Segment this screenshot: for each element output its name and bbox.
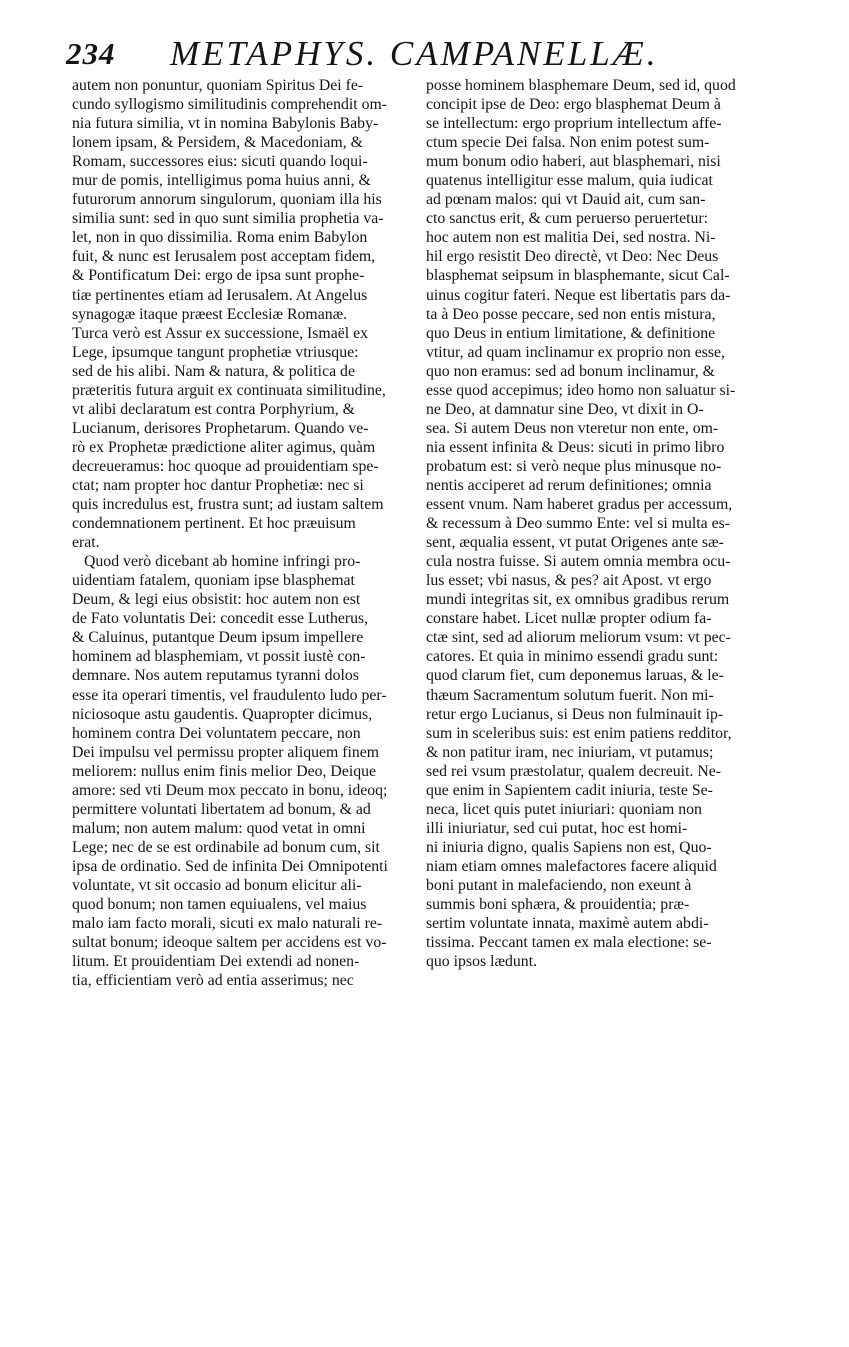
text-line: malo iam facto morali, sicuti ex malo naturali re- [72, 915, 383, 933]
text-line: quo non eramus: sed ad bonum inclinamur, & [426, 362, 715, 380]
text-line: tissima. Peccant tamen ex mala electione: se- [426, 934, 712, 952]
text-line: sent, æqualia essent, vt putat Origenes ante sæ- [426, 534, 724, 552]
text-line: litum. Et prouidentiam Dei extendi ad nonen- [72, 953, 360, 971]
page-number: 234 [66, 36, 116, 71]
text-line: mundi integritas sit, ex omnibus gradibus rerum [426, 591, 730, 609]
text-line: cula nostra fuisse. Si autem omnia membra ocu- [426, 553, 731, 571]
text-line: constare habet. Licet nullæ propter odium fa- [426, 610, 712, 628]
text-line: Lucianum, derisores Prophetarum. Quando ve- [72, 419, 369, 437]
text-line: tiæ pertinentes etiam ad Ierusalem. At Angelus [72, 286, 368, 304]
running-title: METAPHYS. CAMPANELLÆ. [170, 34, 659, 73]
text-line: tia, efficientiam verò ad entia asserimus; nec [72, 972, 354, 990]
text-line: hominem ad blasphemiam, vt possit iustè con- [72, 648, 366, 666]
text-line: cto sanctus erit, & cum peruerso peruertetur: [426, 210, 709, 228]
text-line: retur ergo Lucianus, si Deus non fulminauit ip- [426, 705, 724, 723]
text-line: lus esset; vbi nasus, & pes? ait Apost. vt ergo [426, 572, 712, 590]
text-line: quod clarum fiet, cum deponemus laruas, & le- [426, 667, 724, 685]
text-line: futurorum annorum singulorum, quoniam illa his [72, 191, 382, 209]
text-line: let, non in quo dissimilia. Roma enim Babylon [72, 229, 368, 247]
text-line: boni putant in malefaciendo, non exeunt à [426, 876, 692, 894]
text-line: sed rei vsum præstolatur, qualem decreuit. Ne- [426, 762, 722, 780]
text-line: ne Deo, at damnatur sine Deo, vt dixit in O- [426, 400, 704, 418]
text-line: que enim in Sapientem cadit iniuria, teste Se- [426, 781, 713, 799]
text-line: illi iniuriatur, sed cui putat, hoc est homi- [426, 819, 688, 837]
text-line: thæum Sacramentum solutum fuerit. Non mi- [426, 686, 714, 704]
text-line: quo ipsos lædunt. [426, 953, 538, 971]
text-line: Lege; nec de se est ordinabile ad bonum cum, sit [72, 838, 380, 856]
text-line: meliorem: nullus enim finis melior Deo, Deique [72, 762, 377, 780]
text-line: uidentiam fatalem, quoniam ipse blasphemat [72, 572, 355, 590]
text-line: uinus cogitur fateri. Neque est libertatis pars da- [426, 286, 731, 304]
text-line: Turca verò est Assur ex successione, Ismaël ex [72, 324, 368, 342]
text-line: blasphemat seipsum in blasphemante, sicut Cal- [426, 267, 730, 285]
text-line: demnare. Nos autem reputamus tyranni dolos [72, 667, 359, 685]
text-line: quatenus intelligitur esse malum, quia iudicat [426, 172, 713, 190]
text-line: mum bonum odio haberi, aut blasphemari, nisi [426, 153, 721, 171]
text-line: vt alibi declaratum est contra Porphyrium, & [72, 400, 355, 418]
text-line: ctæ sint, sed ad aliorum meliorum vsum: vt pec- [426, 629, 731, 647]
text-line: synagogæ itaque præest Ecclesiæ Romanæ. [72, 305, 348, 323]
text-line: hil ergo resistit Deo directè, vt Deo: Nec Deus [426, 248, 719, 266]
text-line: sed de his alibi. Nam & natura, & politica de [72, 362, 355, 380]
text-line: Deum, & legi eius obsistit: hoc autem non est [72, 591, 361, 609]
text-line: hominem contra Dei voluntatem peccare, non [72, 724, 361, 742]
text-line: lonem ipsam, & Persidem, & Macedoniam, & [72, 134, 363, 152]
text-line: sultat bonum; ideoque saltem per accidens est vo- [72, 934, 387, 952]
text-line: quo Deus in entium limitatione, & definitione [426, 324, 716, 342]
page-header [66, 34, 716, 74]
text-line: mur de pomis, intelligimus poma huius anni, & [72, 172, 371, 190]
text-line: cundo syllogismo similitudinis comprehendit om- [72, 96, 388, 114]
text-line: quis incredulus est, frustra sunt; ad iustam saltem [72, 496, 384, 514]
text-line: sertim voluntate innata, maximè autem abdi- [426, 915, 709, 933]
text-line: sea. Si autem Deus non vteretur non ente, om- [426, 419, 719, 437]
text-line: ipsa de ordinatio. Sed de infinita Dei Omnipotenti [72, 857, 388, 875]
text-line: nia futura similia, vt in nomina Babylonis Baby- [72, 115, 379, 133]
text-line: neca, licet quis putet iniuriari: quoniam non [426, 800, 702, 818]
text-line: esse ita operari timentis, vel fraudulento ludo per- [72, 686, 387, 704]
text-line: ctat; nam propter hoc dantur Prophetiæ: nec si [72, 476, 364, 494]
left-column [72, 76, 404, 990]
text-line: præteritis futura arguit ex continuata similitudine, [72, 381, 386, 399]
text-line: autem non ponuntur, quoniam Spiritus Dei fe- [72, 77, 364, 94]
text-line: sum in sceleribus suis: est enim patiens redditor, [426, 724, 732, 742]
text-line: Quod verò dicebant ab homine infringi pro- [84, 553, 361, 571]
right-column [426, 76, 763, 971]
text-line: se intellectum: ergo proprium intellectum affe- [426, 115, 722, 133]
text-line: similia sunt: sed in quo sunt similia prophetia va- [72, 210, 384, 228]
text-line: & non patitur iram, nec iniuriam, vt putamus; [426, 743, 714, 761]
text-line: decreueramus: hoc quoque ad prouidentiam spe- [72, 457, 379, 475]
text-line: ctum specie Dei falsa. Non enim potest sum- [426, 134, 710, 152]
text-line: ta à Deo posse peccare, sed non entis mistura, [426, 305, 716, 323]
text-line: esse quod accepimus; ideo homo non saluatur si- [426, 381, 736, 399]
text-line: Romam, successores eius: sicuti quando loqui- [72, 153, 368, 171]
text-line: amore: sed vti Deum mox peccato in bonu, ideoq; [72, 781, 388, 799]
text-line: rò ex Prophetæ prædictione aliter agimus, quàm [72, 438, 376, 456]
text-line: de Fato voluntatis Dei: concedit esse Lutherus, [72, 610, 369, 628]
text-line: nia essent infinita & Deus: sicuti in primo libro [426, 438, 725, 456]
text-line: Dei impulsu vel permissu propter aliquem finem [72, 743, 380, 761]
text-line: & recessum à Deo summo Ente: vel si multa es- [426, 515, 731, 533]
text-line: concipit ipse de Deo: ergo blasphemat Deum à [426, 96, 721, 114]
text-line: Lege, ipsumque tangunt prophetiæ vtriusque: [72, 343, 359, 361]
text-line: voluntate, vt sit occasio ad bonum elicitur ali- [72, 876, 362, 894]
text-line: summis boni sphæra, & prouidentia; præ- [426, 896, 690, 914]
text-line: malum; non autem malum: quod vetat in omni [72, 819, 366, 837]
text-line: & Caluinus, putantque Deum ipsum impellere [72, 629, 364, 647]
text-line: probatum est: si verò neque plus minusque no- [426, 457, 722, 475]
text-line: permittere voluntati libertatem ad bonum, & ad [72, 800, 371, 818]
text-line: hoc autem non est malitia Dei, sed nostra. Ni- [426, 229, 716, 247]
text-line: niam etiam omnes malefactores facere aliquid [426, 857, 717, 875]
text-line: essent vnum. Nam haberet gradus per accessum, [426, 496, 733, 514]
text-line: vtitur, ad quam inclinamur ex proprio non esse, [426, 343, 725, 361]
text-line: erat. [72, 534, 100, 552]
text-line: & Pontificatum Dei: ergo de ipsa sunt prophe- [72, 267, 365, 285]
text-line: posse hominem blasphemare Deum, sed id, quod [426, 77, 736, 94]
text-line: ni iniuria digno, qualis Sapiens non est, Quo- [426, 838, 712, 856]
text-line: catores. Et quia in minimo essendi gradu sunt: [426, 648, 719, 666]
text-line: condemnationem pertinent. Et hoc præuisum [72, 515, 356, 533]
text-line: nentis acciperet ad rerum definitiones; omnia [426, 476, 712, 494]
text-line: ad pœnam malos: qui vt Dauid ait, cum san- [426, 191, 706, 209]
text-line: quod bonum; non tamen equiualens, vel maius [72, 896, 367, 914]
text-line: fuit, & nunc est Ierusalem post acceptam fidem, [72, 248, 376, 266]
text-line: niciosoque astu gaudentis. Quapropter dicimus, [72, 705, 373, 723]
